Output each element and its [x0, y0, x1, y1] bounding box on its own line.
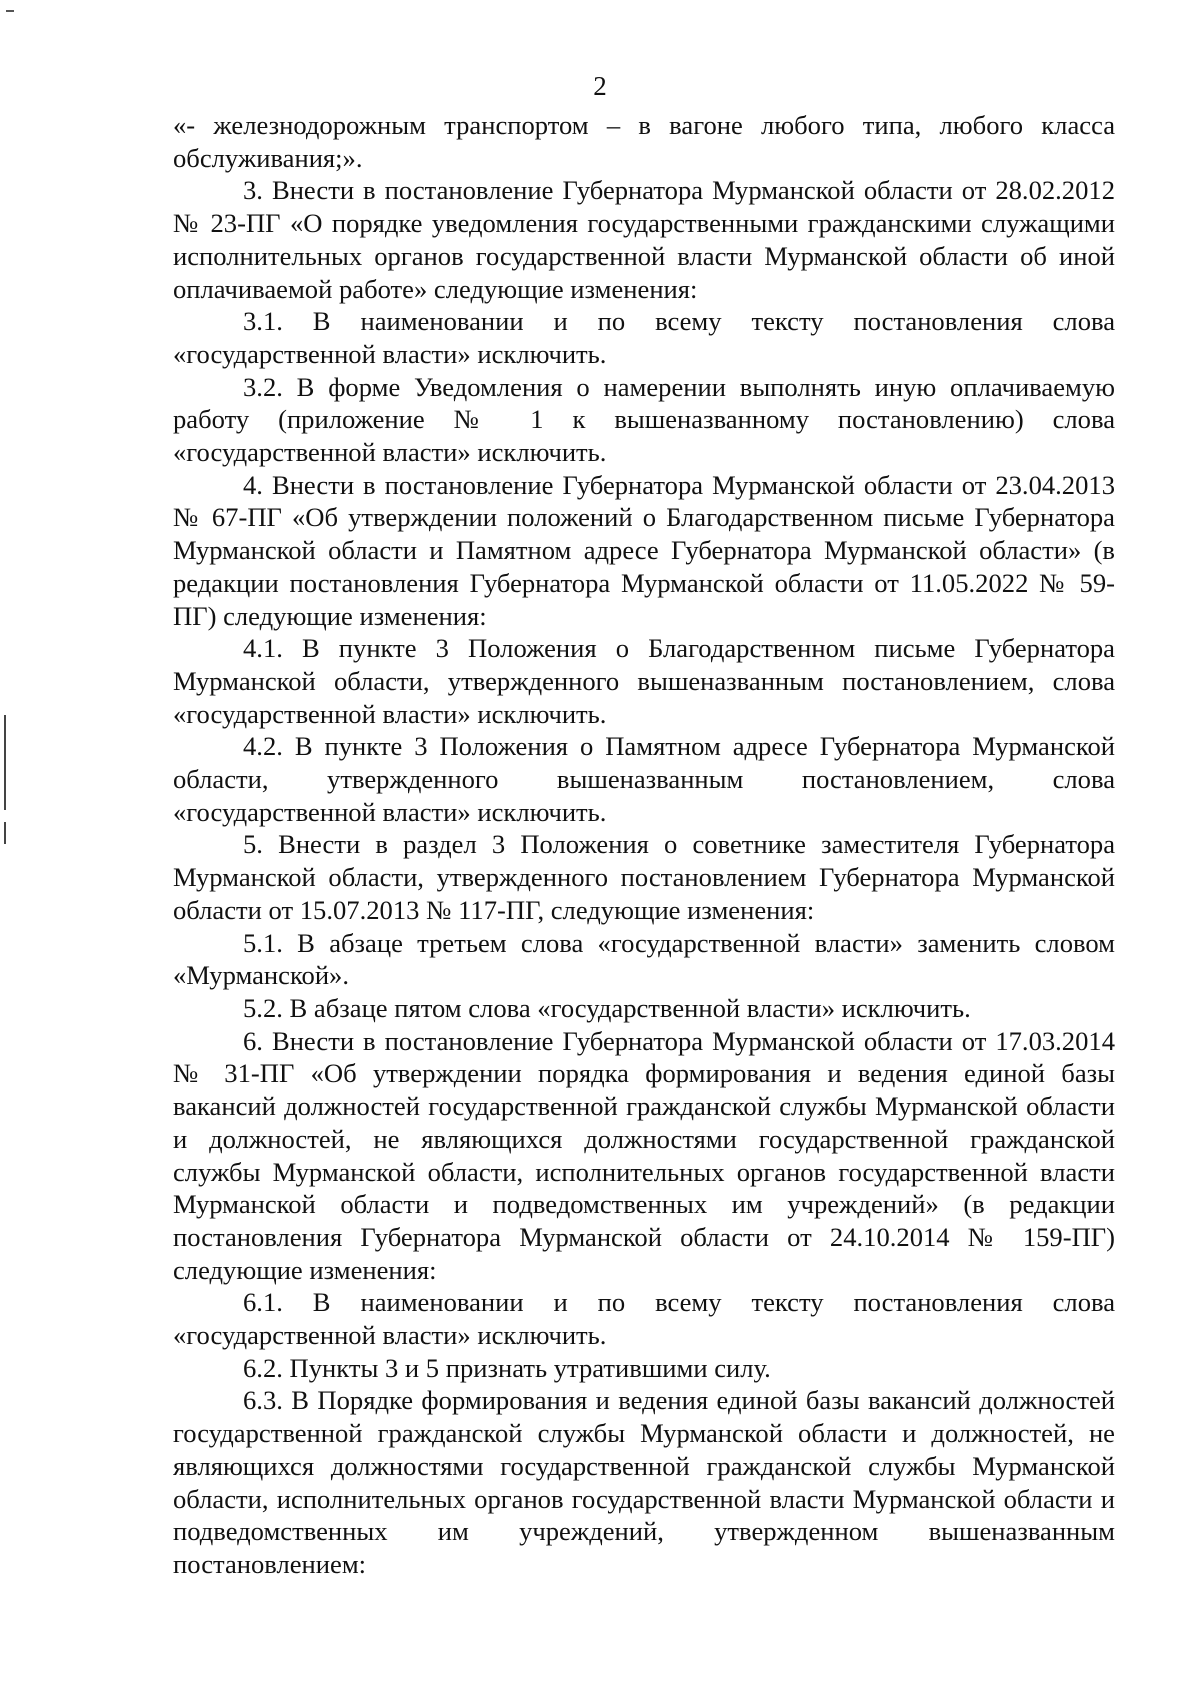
- paragraph-5-2: 5.2. В абзаце пятом слова «государственной власти» исключить.: [243, 992, 971, 1023]
- page-number: 2: [593, 71, 607, 101]
- paragraph-6-1: 6.1. В наименовании и по всему тексту постановления слова «государственной власти» исключить.: [173, 1287, 1115, 1351]
- scan-artifact: [6, 10, 14, 12]
- paragraph-4-1: 4.1. В пункте 3 Положения о Благодарственном письме Губернатора Мурманской области, утвержденного вышеназванным постановлением, слова «государственной власти» исключить.: [173, 633, 1115, 729]
- binding-mark: [4, 715, 6, 810]
- document-text: [173, 109, 1115, 1581]
- paragraph-3-2: 3.2. В форме Уведомления о намерении выполнять иную оплачиваемую работу (приложение № 1 к вышеназванному постановлению) слова «государственной власти» исключить.: [173, 371, 1115, 468]
- paragraph-4-2: 4.2. В пункте 3 Положения о Памятном адресе Губернатора Мурманской области, утвержденного вышеназванным постановлением, слова «государственной власти» исключить.: [173, 731, 1115, 827]
- paragraph-3-1: 3.1. В наименовании и по всему тексту постановления слова «государственной власти» исключить.: [173, 306, 1115, 369]
- paragraph-4: 4. Внести в постановление Губернатора Мурманской области от 23.04.2013 № 67-ПГ «Об утверждении положений о Благодарственном письме Губернатора Мурманской области и Памятном адресе Губернатора Мурманской области» (в редакции постановления Губернатора Мурманской области от 11.05.2022 № 59-ПГ) следующие изменения:: [173, 469, 1115, 631]
- paragraph-5-1: 5.1. В абзаце третьем слова «государственной власти» заменить словом «Мурманской».: [173, 927, 1115, 991]
- paragraph-5: 5. Внести в раздел 3 Положения о советнике заместителя Губернатора Мурманской области, утвержденного постановлением Губернатора Мурманской области от 15.07.2013 № 117-ПГ, следующие изменения:: [173, 829, 1115, 925]
- paragraph-6: 6. Внести в постановление Губернатора Мурманской области от 17.03.2014 № 31-ПГ «Об утверждении порядка формирования и ведения единой базы вакансий должностей государственной гражданской службы Мурманской области и должностей, не являющихся должностями государственной гражданской службы Мурманской области, исполнительных органов государственной власти Мурманской области и подведомственных им учреждений» (в редакции постановления Губернатора Мурманской области от 24.10.2014 № 159-ПГ) следующие изменения:: [173, 1025, 1115, 1285]
- paragraph-6-2: 6.2. Пункты 3 и 5 признать утратившими силу.: [243, 1352, 771, 1383]
- paragraph-continuation: «- железнодорожным транспортом – в вагоне любого типа, любого класса обслуживания;».: [173, 110, 1115, 173]
- binding-mark: [4, 822, 6, 844]
- paragraph-6-3: 6.3. В Порядке формирования и ведения единой базы вакансий должностей государственной гражданской службы Мурманской области и должностей, не являющихся должностями государственной гражданской службы Мурманской области, исполнительных органов государственной власти Мурманской области и подведомственных им учреждений, утвержденном вышеназванным постановлением:: [173, 1385, 1115, 1579]
- paragraph-3: 3. Внести в постановление Губернатора Мурманской области от 28.02.2012 № 23-ПГ «О порядке уведомления государственными гражданскими служащими исполнительных органов государственной власти Мурманской области об иной оплачиваемой работе» следующие изменения:: [173, 175, 1115, 304]
